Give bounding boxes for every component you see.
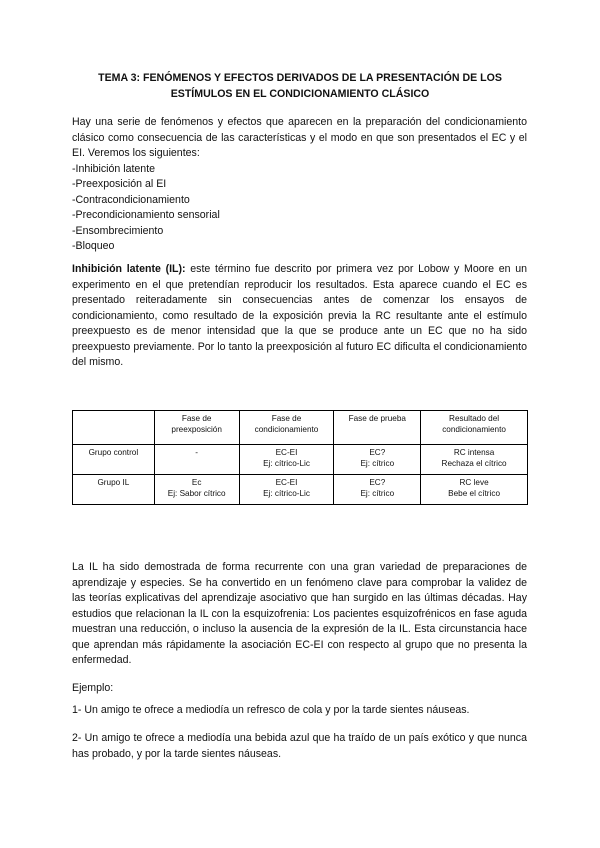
table-cell: EC-EI Ej: cítrico-Lic [239, 475, 334, 505]
title-line-1: TEMA 3: FENÓMENOS Y EFECTOS DERIVADOS DE LA PRESENTACIÓN DE LOS [98, 72, 502, 84]
table-header-row [73, 411, 528, 445]
il-text: este término fue descrito por primera vez por Lobow y Moore en un experimento en el que pretendían reproducir los resultados. Esta aparece cuando el EC es presentado reiteradamente sin consecuencias antes de comenzar los ensayos de condicionamiento, como resultado de la exposición previa la RC resultante ante el estímulo preexpuesto es de menor intensidad que la que se produce ante un EC que no ha sido preexpuesto previamente. Por lo tanto la preexposición al futuro EC dificulta el condicionamiento del mismo. [72, 263, 527, 368]
table-header-cell: Fase de preexposición [154, 411, 239, 445]
table-cell: Grupo control [73, 445, 155, 475]
table-header-cell: Fase de condicionamiento [239, 411, 334, 445]
phenomena-list [72, 162, 527, 254]
list-item: -Inhibición latente [72, 163, 156, 175]
table-header-cell: Fase de prueba [334, 411, 421, 445]
table-cell: EC-EI Ej: cítrico-Lic [239, 445, 334, 475]
table-cell: RC intensa Rechaza el cítrico [421, 445, 528, 475]
example-1: 1- Un amigo te ofrece a mediodía un refresco de cola y por la tarde sientes náuseas. [72, 704, 470, 716]
il-research-paragraph: La IL ha sido demostrada de forma recurrente con una gran variedad de preparaciones de aprendizaje y especies. Se ha convertido en un fenómeno clave para comprobar la validez de las teorías explicativas del aprendizaje asociativo que han surgido en las últimas décadas. Hay estudios que relacionan la IL con la esquizofrenia: Los pacientes esquizofrénicos en fase aguda muestran una reducción, o incluso la ausencia de la expresión de la IL. Esta circunstancia hace que aprendan más rápidamente la asociación EC-EI con respecto al grupo que no presenta la enfermedad. [72, 561, 527, 666]
il-term: Inhibición latente (IL): [72, 263, 186, 275]
example-2: 2- Un amigo te ofrece a mediodía una bebida azul que ha traído de un país exótico y que nunca has probado, y por la tarde sientes náuseas. [72, 732, 527, 760]
list-item: -Bloqueo [72, 240, 115, 253]
table-cell: EC? Ej: cítrico [334, 445, 421, 475]
table-cell: Grupo IL [73, 475, 155, 505]
table-header-cell [73, 411, 155, 445]
title-line-2: ESTÍMULOS EN EL CONDICIONAMIENTO CLÁSICO [170, 88, 430, 100]
table-row [73, 445, 528, 475]
intro-paragraph: Hay una serie de fenómenos y efectos que aparecen en la preparación del condicionamiento clásico como consecuencia de las características y el modo en que son presentados el EC y el EI. Veremos los siguientes: [72, 116, 527, 159]
il-paragraph [72, 262, 527, 371]
table-header-cell: Resultado del condicionamiento [421, 411, 528, 445]
il-table [72, 410, 528, 505]
table-cell: RC leve Bebe el cítrico [421, 475, 528, 505]
list-item: -Preexposición al EI [72, 178, 167, 191]
example-label: Ejemplo: [72, 682, 114, 694]
table-cell: Ec Ej: Sabor cítrico [154, 475, 239, 505]
table-cell: EC? Ej: cítrico [334, 475, 421, 505]
list-item: -Precondicionamiento sensorial [72, 209, 220, 222]
table-row [73, 475, 528, 505]
list-item: -Ensombrecimiento [72, 224, 164, 237]
table-cell: - [154, 445, 239, 475]
page-title [72, 70, 528, 102]
list-item: -Contracondicionamiento [72, 193, 190, 206]
